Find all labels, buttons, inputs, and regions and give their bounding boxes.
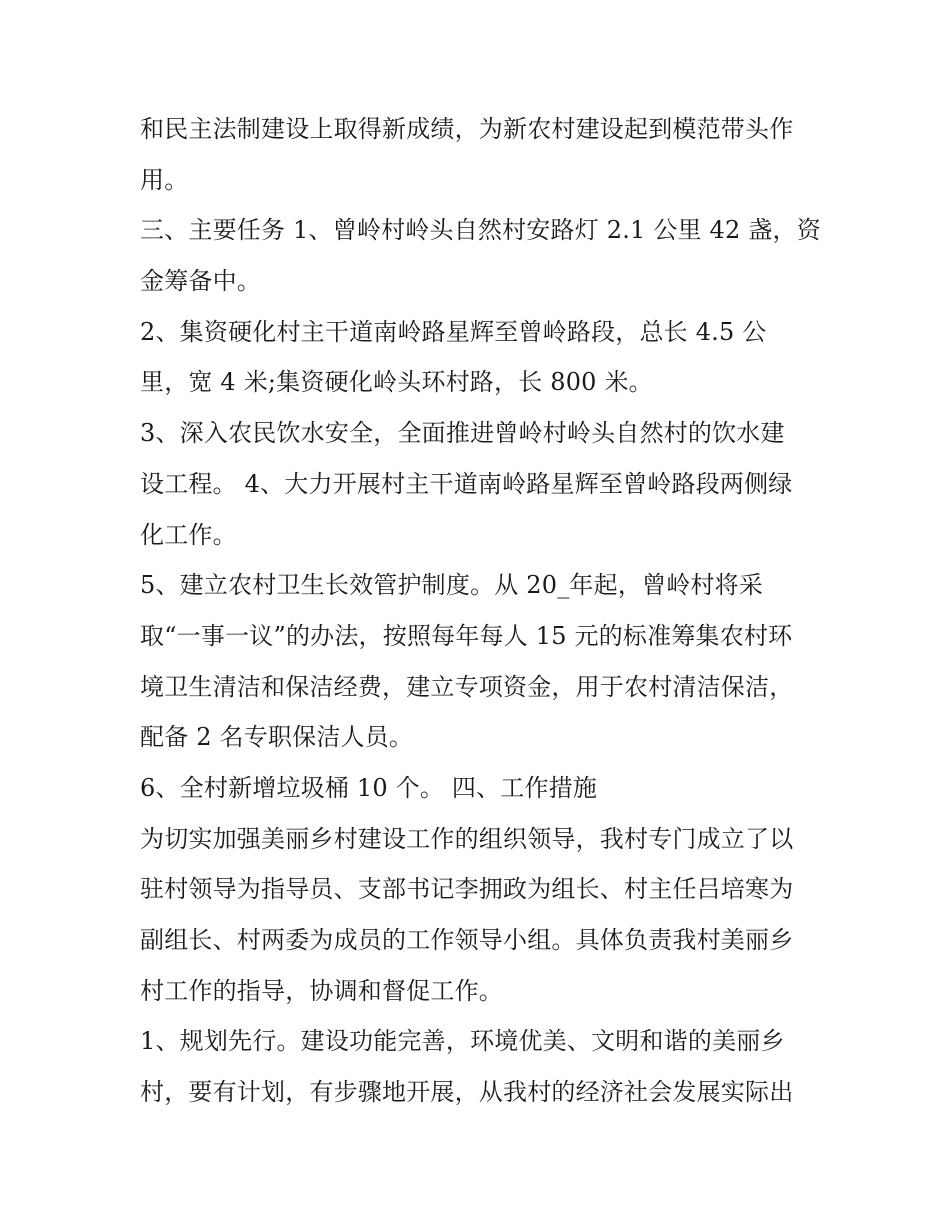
text-line: 1、规划先行。建设功能完善，环境优美、文明和谐的美丽乡	[140, 1027, 785, 1056]
text-line: 配备 2 名专职保洁人员。	[140, 723, 414, 752]
text-line: 取“一事一议”的办法，按照每年每人 15 元的标准筹集农村环	[140, 621, 793, 650]
text-line: 里，宽 4 米;集资硬化岭头环村路，长 800 米。	[140, 368, 653, 397]
text-line: 3、深入农民饮水安全，全面推进曾岭村岭头自然村的饮水建	[140, 419, 785, 448]
text-line: 为切实加强美丽乡村建设工作的组织领导，我村专门成立了以	[140, 824, 794, 853]
text-line: 用。	[140, 165, 189, 194]
text-line: 境卫生清洁和保洁经费，建立专项资金，用于农村清洁保洁，	[140, 672, 794, 701]
text-line: 和民主法制建设上取得新成绩，为新农村建设起到模范带头作	[140, 115, 794, 143]
text-line: 2、集资硬化村主干道南岭路星辉至曾岭路段，总长 4.5 公	[140, 317, 767, 346]
text-line: 村工作的指导，协调和督促工作。	[140, 976, 503, 1005]
text-line: 村，要有计划，有步骤地开展，从我村的经济社会发展实际出	[140, 1078, 794, 1107]
text-line: 6、全村新增垃圾桶 10 个。 四、工作措施	[140, 773, 598, 802]
text-line: 5、建立农村卫生长效管护制度。从 20_年起，曾岭村将采	[140, 571, 764, 600]
text-line: 副组长、村两委为成员的工作领导小组。具体负责我村美丽乡	[140, 926, 794, 954]
text-line: 三、主要任务 1、曾岭村岭头自然村安路灯 2.1 公里 42 盏，资	[140, 216, 821, 245]
text-line: 化工作。	[140, 520, 237, 549]
text-line: 金筹备中。	[140, 267, 261, 296]
document-body	[140, 104, 830, 1118]
text-line: 驻村领导为指导员、支部书记李拥政为组长、村主任吕培寒为	[140, 875, 794, 904]
text-line: 设工程。 4、大力开展村主干道南岭路星辉至曾岭路段两侧绿	[140, 469, 793, 498]
